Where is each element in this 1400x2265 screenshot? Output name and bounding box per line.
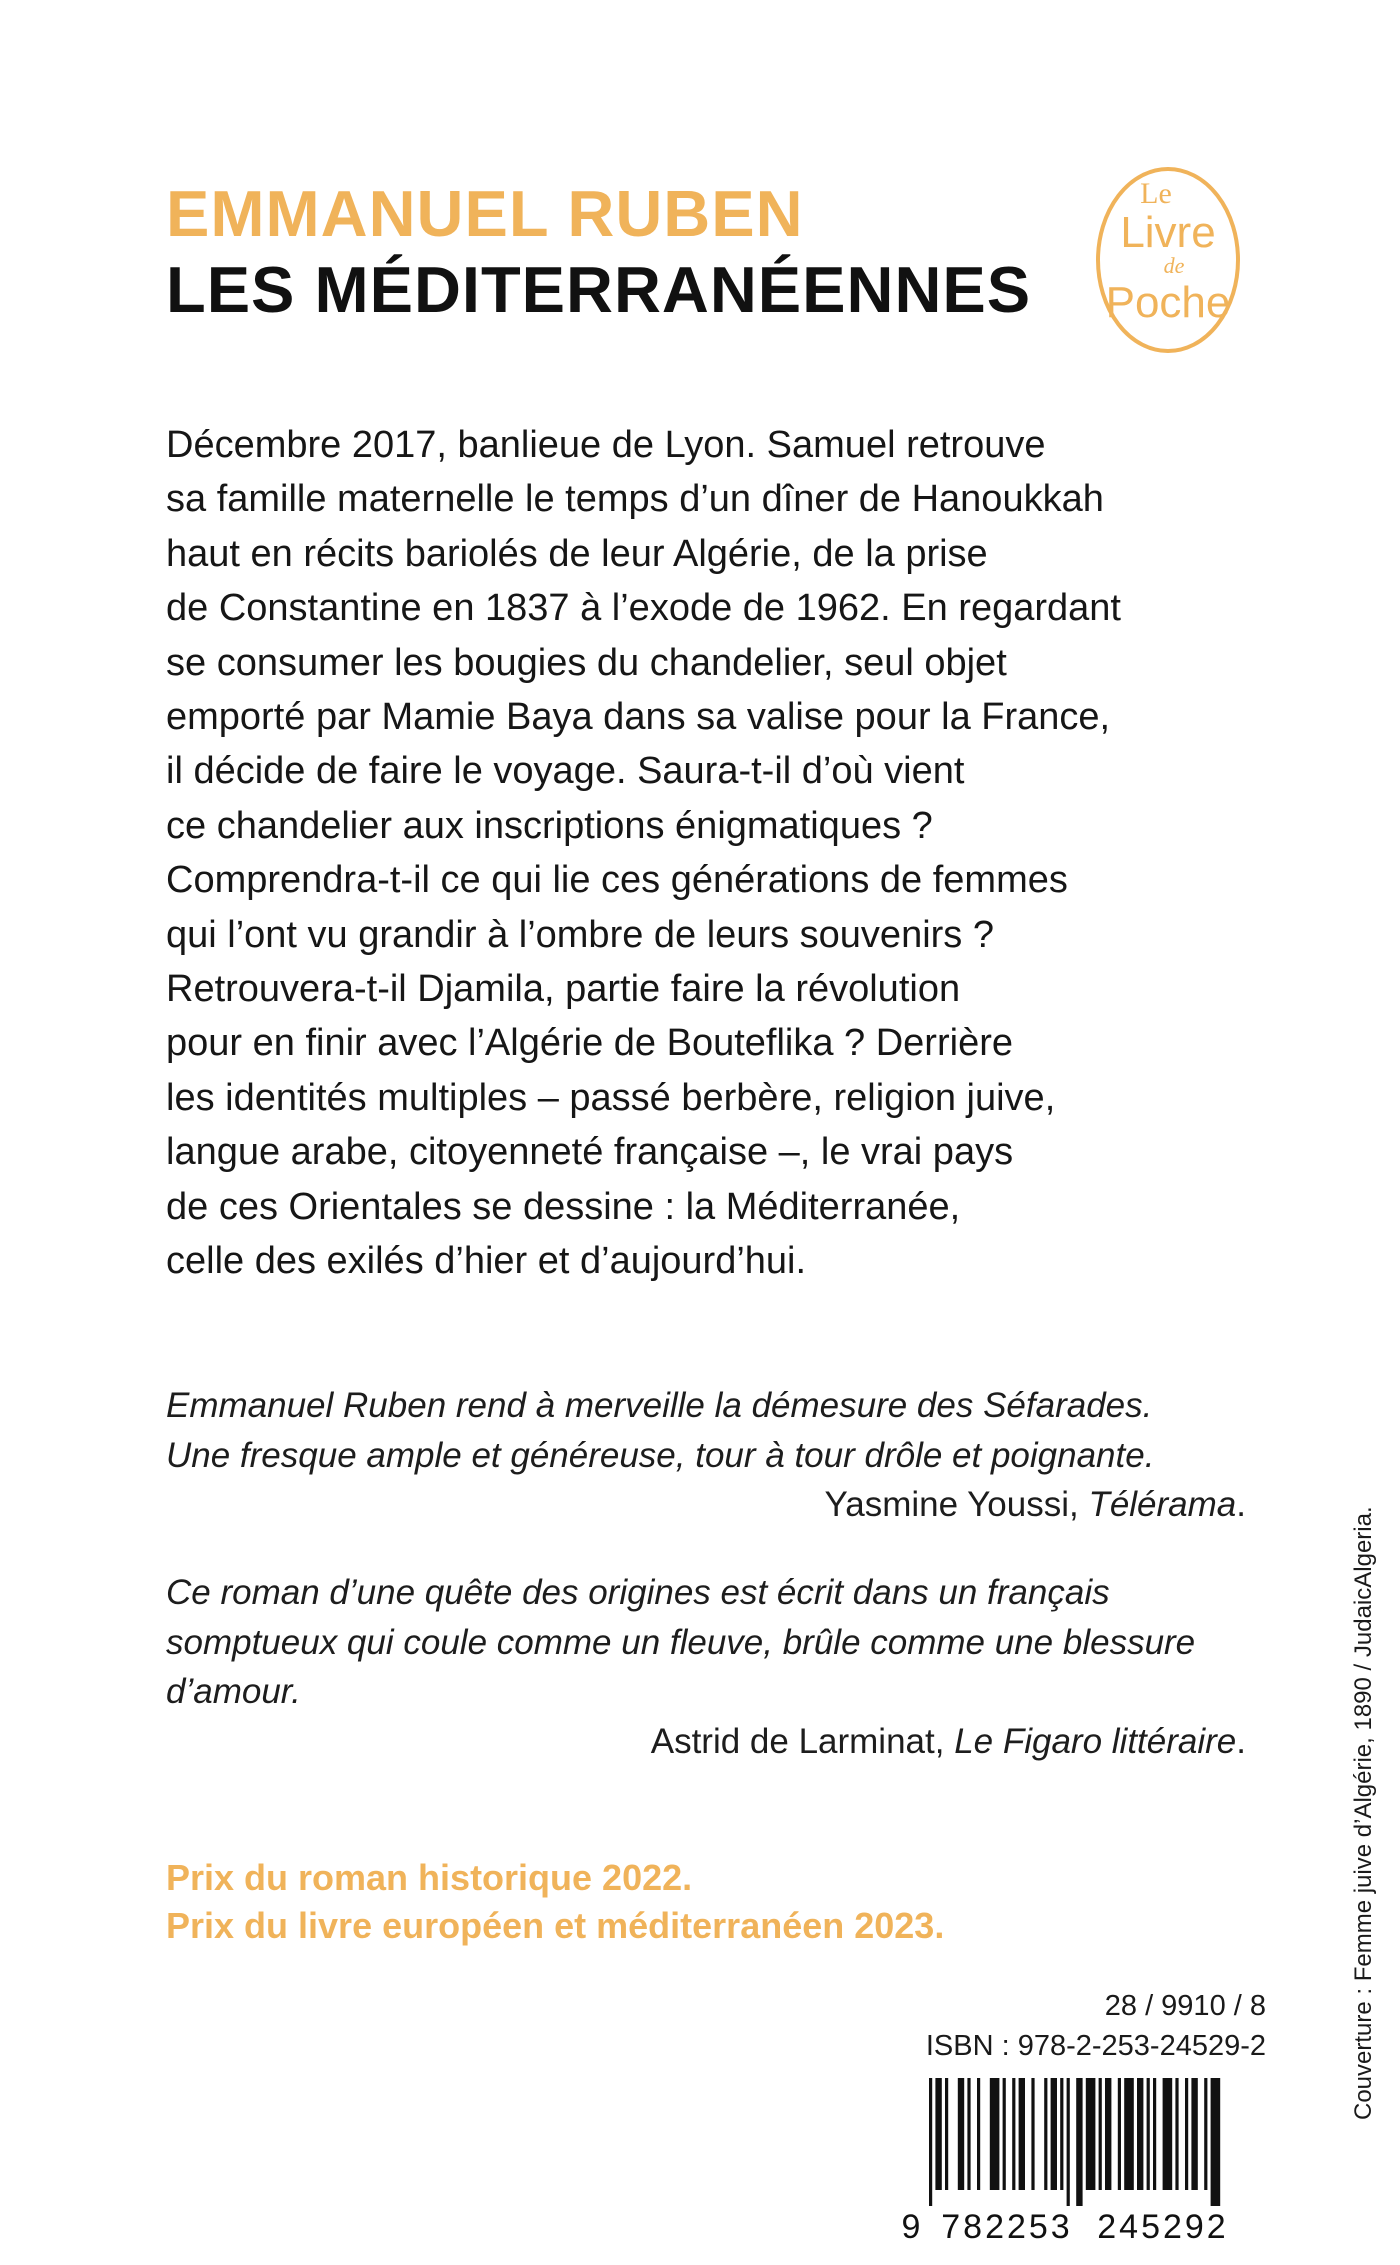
barcode-bar <box>1019 2078 1025 2190</box>
author-name: EMMANUEL RUBEN <box>166 177 804 250</box>
synopsis <box>166 418 1286 1289</box>
review-quote-line: Ce roman d’une quête des origines est écrit dans un français <box>166 1573 1110 1612</box>
logo-le: Le <box>1140 177 1172 210</box>
prize-item: Prix du livre européen et méditerranéen 2023. <box>166 1905 945 1946</box>
synopsis-line: ce chandelier aux inscriptions énigmatiques ? <box>166 804 933 847</box>
source-end: . <box>1236 1485 1246 1524</box>
synopsis-line: sa famille maternelle le temps d’un dîner de Hanoukkah <box>166 478 1104 521</box>
publication-name: Le Figaro littéraire <box>954 1721 1237 1761</box>
barcode <box>895 2078 1275 2243</box>
review-telerama <box>166 1381 1246 1530</box>
barcode-bar <box>1147 2078 1150 2190</box>
logo-de: de <box>1163 253 1185 278</box>
synopsis-line: celle des exilés d’hier et d’aujourd’hui. <box>166 1240 807 1283</box>
book-title: LES MÉDITERRANÉENNES <box>166 253 1032 326</box>
barcode-bar <box>1175 2078 1178 2190</box>
publisher-logo <box>1094 165 1242 355</box>
barcode-left-digits: 782253 <box>941 2208 1073 2243</box>
review-source <box>166 1480 1246 1530</box>
publication-name: Télérama <box>1088 1485 1237 1524</box>
barcode-bar <box>1044 2078 1047 2190</box>
review-figaro <box>166 1568 1246 1766</box>
catalog-code: 28 / 9910 / 8 <box>1104 1990 1266 2022</box>
barcode-bar <box>1153 2078 1156 2190</box>
review-source <box>166 1717 1246 1767</box>
review-quote-line: Une fresque ample et généreuse, tour à tour drôle et poignante. <box>166 1435 1155 1475</box>
reviewer-name: Yasmine Youssi, <box>824 1485 1089 1524</box>
barcode-bar <box>935 2078 941 2190</box>
barcode-bar <box>1051 2078 1057 2190</box>
synopsis-line: de Constantine en 1837 à l’exode de 1962. En regardant <box>166 587 1121 630</box>
barcode-bar <box>977 2078 980 2190</box>
barcode-bar <box>1118 2078 1121 2190</box>
reviewer-name: Astrid de Larminat, <box>650 1721 955 1761</box>
barcode-bar <box>1204 2078 1207 2190</box>
synopsis-line: pour en finir avec l’Algérie de Bouteflika ? Derrière <box>166 1022 1013 1065</box>
barcode-bar <box>1163 2078 1173 2190</box>
barcode-bar <box>1185 2078 1188 2190</box>
synopsis-line: langue arabe, citoyenneté française –, le vrai pays <box>166 1131 1014 1174</box>
synopsis-line: il décide de faire le voyage. Saura-t-il d’où vient <box>166 750 965 793</box>
barcode-bar <box>1124 2078 1134 2190</box>
review-quote-line: d’amour. <box>166 1672 301 1711</box>
cover-credit: Couverture : Femme juive d’Algérie, 1890 / JudaicAlgeria. <box>1350 1506 1377 2120</box>
barcode-first-digit: 9 <box>901 2208 921 2243</box>
logo-poche: Poche <box>1105 278 1231 327</box>
synopsis-line: Comprendra-t-il ce qui lie ces générations de femmes <box>166 859 1068 902</box>
barcode-bar <box>1031 2078 1034 2190</box>
barcode-bar <box>945 2078 948 2190</box>
prize-item: Prix du roman historique 2022. <box>166 1857 693 1898</box>
synopsis-line: qui l’ont vu grandir à l’ombre de leurs souvenirs ? <box>166 913 994 956</box>
barcode-bar <box>967 2078 970 2190</box>
barcode-bar <box>1076 2078 1082 2206</box>
barcode-bar <box>1060 2078 1063 2190</box>
review-quote-line: somptueux qui coule comme un fleuve, brûle comme une blessure <box>166 1622 1196 1662</box>
source-end: . <box>1236 1721 1246 1761</box>
barcode-right-digits: 245292 <box>1097 2208 1229 2243</box>
synopsis-line: haut en récits bariolés de leur Algérie, de la prise <box>166 532 988 575</box>
synopsis-line: de ces Orientales se dessine : la Méditerranée, <box>166 1185 961 1228</box>
barcode-bar <box>1105 2078 1111 2190</box>
barcode-bar <box>1137 2078 1143 2190</box>
barcode-bar <box>1003 2078 1006 2190</box>
isbn: ISBN : 978-2-253-24529-2 <box>925 2030 1266 2062</box>
synopsis-line: Retrouvera-t-il Djamila, partie faire la révolution <box>166 968 961 1011</box>
barcode-bar <box>958 2078 964 2190</box>
barcode-bar <box>1099 2078 1102 2190</box>
synopsis-line: emporté par Mamie Baya dans sa valise pour la France, <box>166 696 1111 739</box>
barcode-bar <box>1012 2078 1015 2190</box>
prizes <box>166 1854 944 1950</box>
logo-livre: Livre <box>1120 208 1216 257</box>
review-quote-line: Emmanuel Ruben rend à merveille la démesure des Séfarades. <box>166 1386 1153 1425</box>
barcode-bar <box>1086 2078 1096 2190</box>
barcode-bars <box>929 2078 1220 2206</box>
synopsis-line: se consumer les bougies du chandelier, seul objet <box>166 641 1007 684</box>
barcode-bar <box>1067 2078 1070 2206</box>
barcode-bar <box>929 2078 932 2206</box>
barcode-bar <box>1211 2078 1221 2206</box>
barcode-bar <box>1191 2078 1197 2190</box>
synopsis-line: Décembre 2017, banlieue de Lyon. Samuel retrouve <box>166 424 1046 466</box>
barcode-bar <box>990 2078 1000 2190</box>
synopsis-line: les identités multiples – passé berbère, religion juive, <box>166 1076 1056 1119</box>
